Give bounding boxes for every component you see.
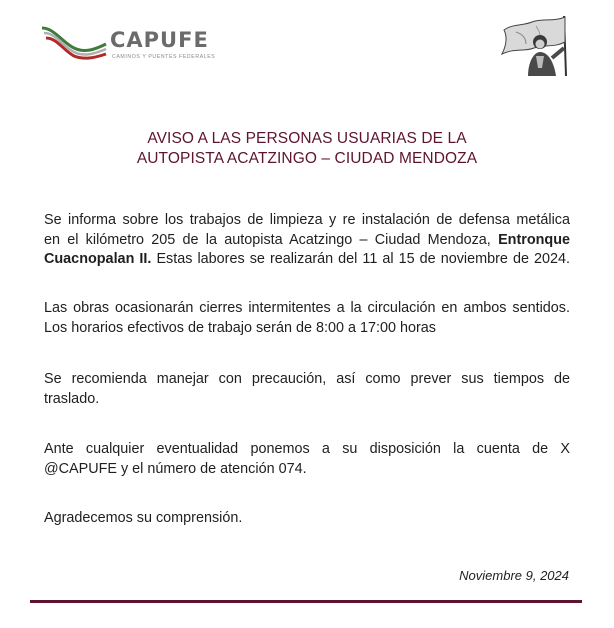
capufe-logo	[40, 22, 220, 66]
paragraph4-line2: @CAPUFE y el número de atención 074.	[44, 460, 307, 477]
paragraph-works-info	[44, 211, 570, 270]
paragraph-contact	[44, 440, 570, 479]
emblem-flag-woman-icon	[496, 12, 574, 78]
paragraph1-line3-bold: Cuacnopalan II.	[44, 251, 152, 267]
title-line-2: AUTOPISTA ACATZINGO – CIUDAD MENDOZA	[136, 150, 478, 167]
logo-name: CAPUFE	[110, 28, 209, 52]
paragraph3-line2: traslado.	[44, 390, 100, 407]
paragraph-closures	[44, 299, 570, 338]
paragraph3-line1: Se recomienda manejar con precaución, así como prever sus tiempos de	[44, 371, 570, 387]
paragraph-thanks	[44, 509, 570, 529]
paragraph1-line2	[44, 231, 570, 251]
logo-subtitle: CAMINOS Y PUENTES FEDERALES	[112, 54, 216, 60]
paragraph4-line1: Ante cualquier eventualidad ponemos a su disposición la cuenta de X	[44, 441, 570, 457]
paragraph2-line2: Los horarios efectivos de trabajo serán de 8:00 a 17:00 horas	[44, 319, 436, 336]
paragraph1-line1: Se informa sobre los trabajos de limpieza y re instalación de defensa metálica	[44, 212, 570, 228]
paragraph2-line1: Las obras ocasionarán cierres intermitentes a la circulación en ambos sentidos.	[44, 300, 570, 316]
paragraph5-line1: Agradecemos su comprensión.	[44, 510, 243, 526]
footer-divider	[30, 600, 582, 603]
paragraph1-line3	[44, 250, 570, 270]
paragraph-recommendation	[44, 370, 570, 409]
notice-title	[60, 129, 554, 169]
highway-ribbon-icon	[40, 22, 110, 62]
paragraph1-line2-regular: en el kilómetro 205 de la autopista Acatzingo – Ciudad Mendoza,	[44, 231, 491, 248]
paragraph1-line2-bold: Entronque	[498, 231, 571, 248]
notice-date: Noviembre 9, 2024	[459, 568, 569, 583]
title-line-1: AVISO A LAS PERSONAS USUARIAS DE LA	[147, 130, 467, 147]
paragraph1-line3-regular: Estas labores se realizarán del 11 al 15 de noviembre de 2024.	[156, 251, 570, 267]
